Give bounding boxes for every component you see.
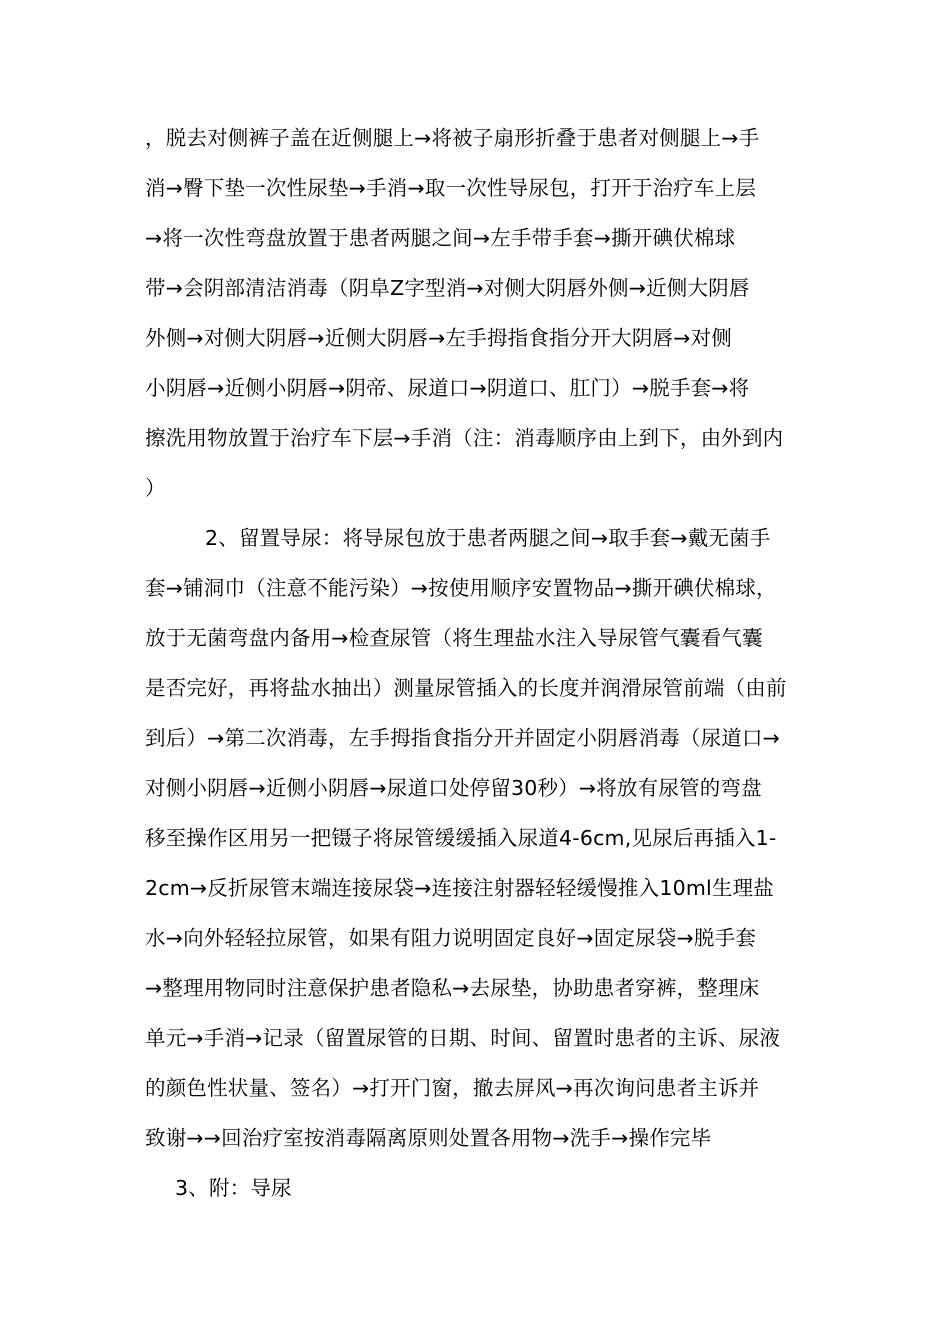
text-line: 擦洗用物放置于治疗车下层→手消（注：消毒顺序由上到下，由外到内 — [145, 426, 784, 450]
text-line: 外侧→对侧大阴唇→近侧大阴唇→左手拇指食指分开大阴唇→对侧 — [145, 326, 733, 350]
text-line: 小阴唇→近侧小阴唇→阴帝、尿道口→阴道口、肛门）→脱手套→将 — [145, 376, 750, 400]
text-line: ） — [145, 476, 166, 500]
text-line: 对侧小阴唇→近侧小阴唇→尿道口处停留30秒）→将放有尿管的弯盘 — [145, 776, 762, 800]
text-line: ，脱去对侧裤子盖在近侧腿上→将被子扇形折叠于患者对侧腿上→手 — [145, 126, 760, 150]
text-line: 放于无菌弯盘内备用→检查尿管（将生理盐水注入导尿管气囊看气囊 — [145, 626, 763, 650]
document-body — [145, 119, 810, 1219]
text-line: 水→向外轻轻拉尿管，如果有阻力说明固定良好→固定尿袋→脱手套 — [145, 926, 757, 950]
text-line: 到后）→第二次消毒，左手拇指食指分开并固定小阴唇消毒（尿道口→ — [145, 726, 781, 750]
text-line: 移至操作区用另一把镊子将尿管缓缓插入尿道4-6cm,见尿后再插入1- — [145, 826, 777, 850]
section-heading-line: 2、留置导尿：将导尿包放于患者两腿之间→取手套→戴无菌手 — [205, 526, 771, 550]
text-line: 致谢→→回治疗室按消毒隔离原则处置各用物→洗手→操作完毕 — [145, 1126, 712, 1150]
text-line: 套→铺洞巾（注意不能污染）→按使用顺序安置物品→撕开碘伏棉球， — [145, 576, 777, 600]
text-line: →将一次性弯盘放置于患者两腿之间→左手带手套→撕开碘伏棉球 — [145, 226, 736, 250]
text-line: 是否完好，再将盐水抽出）测量尿管插入的长度并润滑尿管前端（由前 — [145, 676, 787, 700]
text-line: 消→臀下垫一次性尿垫→手消→取一次性导尿包，打开于治疗车上层 — [145, 176, 757, 200]
text-line: →整理用物同时注意保护患者隐私→去尿垫，协助患者穿裤，整理床 — [145, 976, 760, 1000]
text-line: 单元→手消→记录（留置尿管的日期、时间、留置时患者的主诉、尿液 — [145, 1026, 781, 1050]
text-line: 2cm→反折尿管末端连接尿袋→连接注射器轻轻缓慢推入10ml生理盐 — [145, 876, 774, 900]
text-line: 带→会阴部清洁消毒（阴阜Z字型消→对侧大阴唇外侧→近侧大阴唇 — [145, 276, 750, 300]
text-line: 的颜色性状量、签名）→打开门窗，撤去屏风→再次询问患者主诉并 — [145, 1076, 760, 1100]
section-heading-line: 3、附：导尿 — [175, 1176, 292, 1200]
